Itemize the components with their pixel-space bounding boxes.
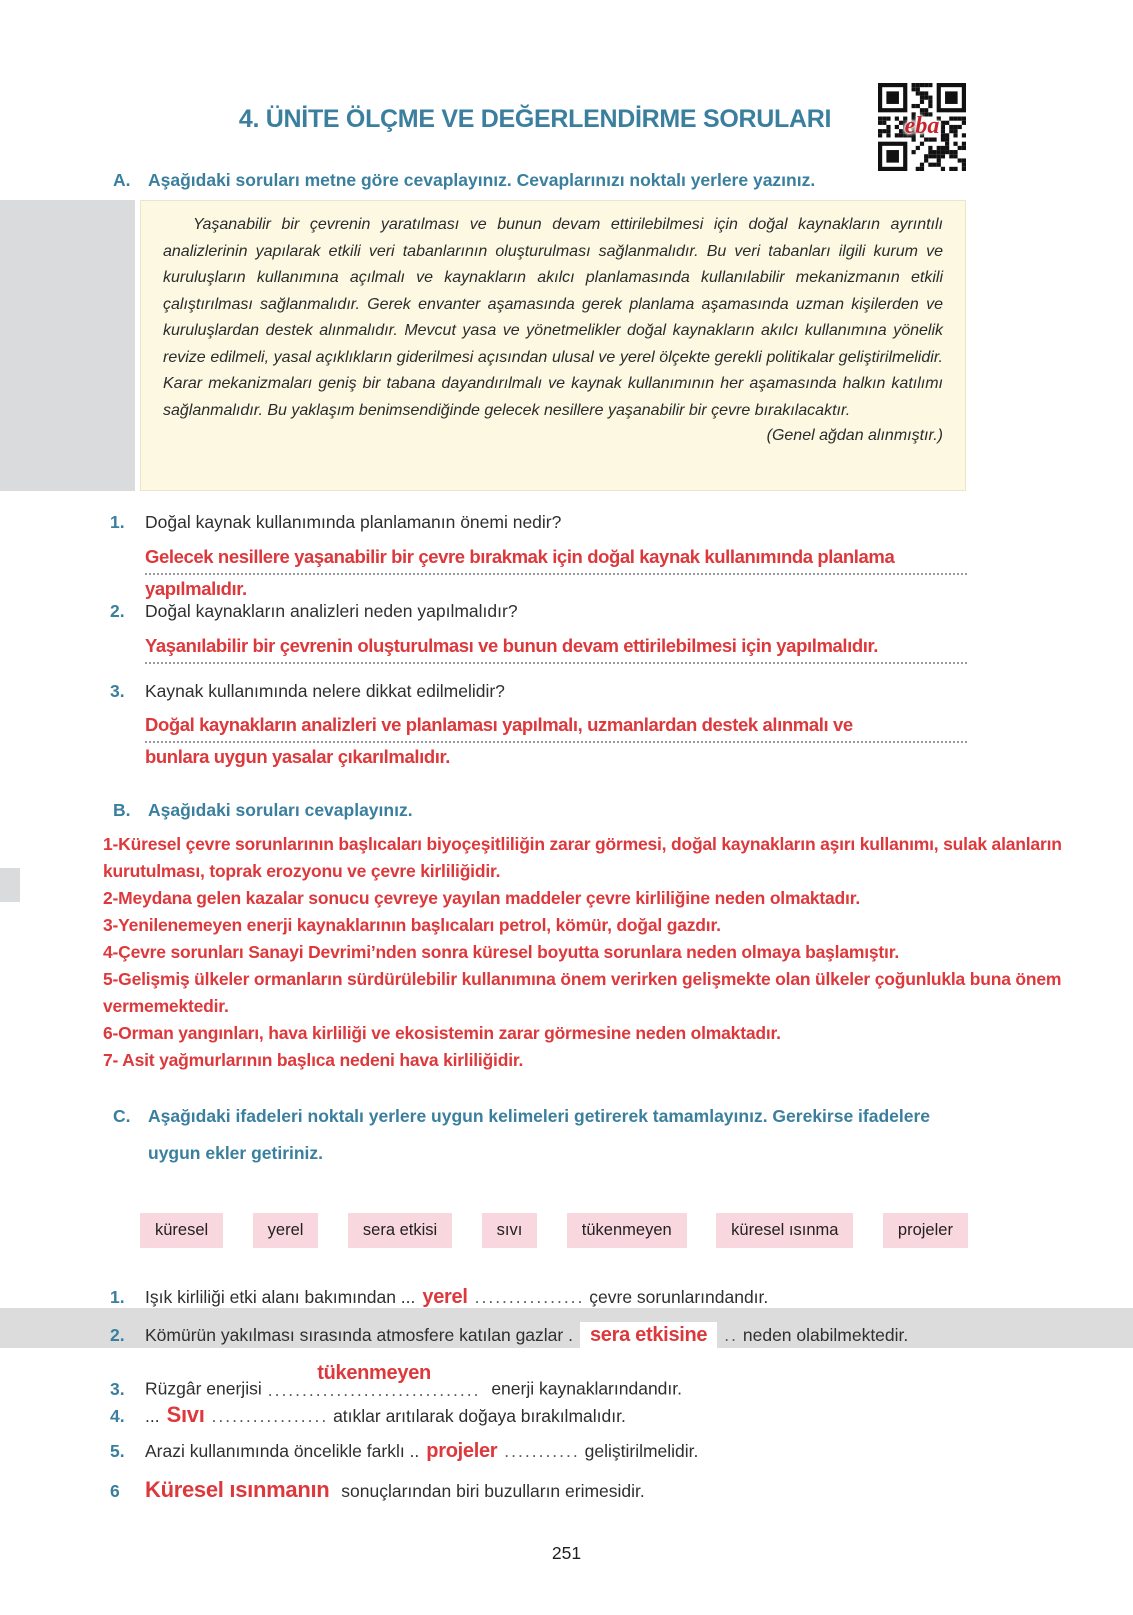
written-answer: Küresel ısınmanın <box>145 1477 330 1502</box>
passage-source: (Genel ağdan alınmıştır.) <box>766 427 943 444</box>
list-item: 7- Asit yağmurlarının başlıca nedeni hava kirliliğidir. <box>103 1050 524 1070</box>
item-text: Kömürün yakılması sırasında atmosfere katılan gazlar . <box>145 1325 573 1345</box>
word-chip: sıvı <box>482 1213 538 1248</box>
item-text: atıklar arıtılarak doğaya bırakılmalıdır. <box>333 1406 626 1426</box>
question-row-2 <box>110 601 1100 622</box>
item-number: 2. <box>110 1325 125 1345</box>
section-b-answers <box>103 831 1113 1074</box>
dotted-blank: .. <box>724 1325 738 1345</box>
dotted-blank: ........... <box>504 1441 580 1461</box>
section-b-header <box>113 792 968 829</box>
eba-logo: eba <box>904 112 940 139</box>
section-c-letter: C. <box>113 1106 131 1126</box>
answer-1 <box>145 546 967 600</box>
list-item: 5-Gelişmiş ülkeler ormanların sürdürülebilir kullanımına önem verirken gelişmekte olan ülkeler çoğunlukla buna önem vermemektedir. <box>103 969 1062 1016</box>
fill-item-5 <box>110 1440 1120 1463</box>
qr-code <box>878 83 966 171</box>
item-number: 4. <box>110 1406 125 1426</box>
item-text: geliştirilmelidir. <box>584 1441 699 1461</box>
word-bank <box>140 1213 968 1248</box>
written-answer: Sıvı <box>166 1402 205 1427</box>
answer-3 <box>145 714 967 768</box>
section-c-instruction: Aşağıdaki ifadeleri noktalı yerlere uygun kelimeleri getirerek tamamlayınız. Gerekirse ifadelere uygun ekler getiriniz. <box>148 1106 931 1163</box>
word-chip: küresel ısınma <box>716 1213 853 1248</box>
item-text: ... <box>145 1406 160 1426</box>
question-number: 1. <box>110 512 125 532</box>
item-number: 3. <box>110 1378 125 1399</box>
dotted-blank: ................. <box>211 1406 329 1426</box>
fill-item-6 <box>110 1477 1120 1503</box>
dotted-blank: ................ <box>474 1287 585 1307</box>
page-title: 4. ÜNİTE ÖLÇME VE DEĞERLENDİRME SORULARI <box>238 105 832 133</box>
written-answer: tükenmeyen <box>317 1362 431 1384</box>
item-text: Arazi kullanımında öncelikle farklı .. <box>145 1441 420 1461</box>
answer-line: Doğal kaynakların analizleri ve planlaması yapılmalı, uzmanlardan destek alınmalı ve <box>145 714 967 743</box>
question-text: Doğal kaynakların analizleri neden yapılmalıdır? <box>145 601 518 621</box>
item-number: 6 <box>110 1481 120 1501</box>
question-row-3 <box>110 681 1100 702</box>
list-item: 2-Meydana gelen kazalar sonucu çevreye yayılan maddeler çevre kirliliğine neden olmaktadır. <box>103 888 861 908</box>
question-number: 2. <box>110 601 125 621</box>
question-row-1 <box>110 512 1100 533</box>
answer-over-blank <box>268 1363 481 1400</box>
left-margin-block <box>0 200 135 491</box>
written-answer: yerel <box>422 1286 468 1308</box>
item-text: Rüzgâr enerjisi <box>145 1378 262 1399</box>
page-number: 251 <box>551 1543 582 1563</box>
passage-box <box>140 200 966 491</box>
list-item: 4-Çevre sorunları Sanayi Devrimi’nden sonra küresel boyutta sorunlara neden olmaya başlamıştır. <box>103 942 900 962</box>
answer-2 <box>145 635 967 664</box>
word-chip: projeler <box>883 1213 968 1248</box>
item-number: 5. <box>110 1441 125 1461</box>
passage-text: Yaşanabilir bir çevrenin yaratılması ve bunun devam ettirilebilmesi için doğal kaynakların ayrıntılı analizlerinin yapılarak etkili veri tabanlarının oluşturulması sağlanmalıdır. Bu veri tabanları ilgili kurum ve kuruluşların kullanımına açılmalı ve kaynakların akılcı planlamasında kullanılabilir mekanizmanın etkili çalıştırılması sağlanmalıdır. Gerek envanter aşamasında gerek planlama aşamasında uzman kişilerden ve kuruluşlardan destek alınmalıdır. Mevcut yasa ve yönetmelikler doğal kaynakların akılcı kullanımına yönelik revize edilmeli, yasal açıklıkların giderilmesi açısından ulusal ve yerel ölçekte gerekli politikalar geliştirilmelidir. Karar mekanizmaları geniş bir tabana dayandırılmalı ve kaynak kullanımının her aşamasında halkın katılımı sağlanmalıdır. Bu yaklaşım benimsendiğinde gelecek nesillere yaşanabilir bir çevre bırakılacaktır. <box>163 216 943 419</box>
word-chip: küresel <box>140 1213 223 1248</box>
answer-line: bunlara uygun yasalar çıkarılmalıdır. <box>145 746 450 767</box>
written-answer: projeler <box>426 1440 498 1462</box>
dotted-blank: ............................... <box>267 1380 481 1400</box>
word-chip: tükenmeyen <box>567 1213 687 1248</box>
answer-line: yapılmalıdır. <box>145 578 247 599</box>
section-b-instruction: Aşağıdaki soruları cevaplayınız. <box>148 800 413 820</box>
fill-item-3 <box>110 1363 1120 1400</box>
section-c-header <box>113 1098 968 1172</box>
section-b-letter: B. <box>113 800 131 820</box>
section-a-header <box>113 162 968 199</box>
question-text: Kaynak kullanımında nelere dikkat edilmelidir? <box>145 681 505 701</box>
item-text: sonuçlarından biri buzulların erimesidir. <box>341 1481 645 1501</box>
item-text: neden olabilmektedir. <box>742 1325 909 1345</box>
left-margin-strip <box>0 868 20 902</box>
question-text: Doğal kaynak kullanımında planlamanın önemi nedir? <box>145 512 562 532</box>
list-item: 1-Küresel çevre sorunlarının başlıcaları biyoçeşitliliğin zarar görmesi, doğal kaynakların aşırı kullanımı, sulak alanların kurutulması, toprak erozyonu ve çevre kirliliğidir. <box>103 834 1062 881</box>
item-number: 1. <box>110 1287 125 1307</box>
item-text: enerji kaynaklarındandır. <box>491 1378 682 1399</box>
word-chip: sera etkisi <box>348 1213 452 1248</box>
fill-item-1 <box>110 1286 1120 1309</box>
answer-line: Gelecek nesillere yaşanabilir bir çevre bırakmak için doğal kaynak kullanımında planlama <box>145 546 967 575</box>
question-number: 3. <box>110 681 125 701</box>
written-answer: sera etkisine <box>580 1322 717 1348</box>
section-a-letter: A. <box>113 170 131 190</box>
answer-line: Yaşanılabilir bir çevrenin oluşturulması ve bunun devam ettirilebilmesi için yapılmalıdır. <box>145 635 967 664</box>
fill-item-2 <box>110 1324 1120 1347</box>
item-text: Işık kirliliği etki alanı bakımından ... <box>145 1287 416 1307</box>
list-item: 3-Yenilenemeyen enerji kaynaklarının başlıcaları petrol, kömür, doğal gazdır. <box>103 915 721 935</box>
fill-item-4 <box>110 1402 1120 1428</box>
list-item: 6-Orman yangınları, hava kirliliği ve ekosistemin zarar görmesine neden olmaktadır. <box>103 1023 781 1043</box>
item-text: çevre sorunlarındandır. <box>589 1287 769 1307</box>
word-chip: yerel <box>253 1213 319 1248</box>
section-a-instruction: Aşağıdaki soruları metne göre cevaplayınız. Cevaplarınızı noktalı yerlere yazınız. <box>148 170 816 190</box>
